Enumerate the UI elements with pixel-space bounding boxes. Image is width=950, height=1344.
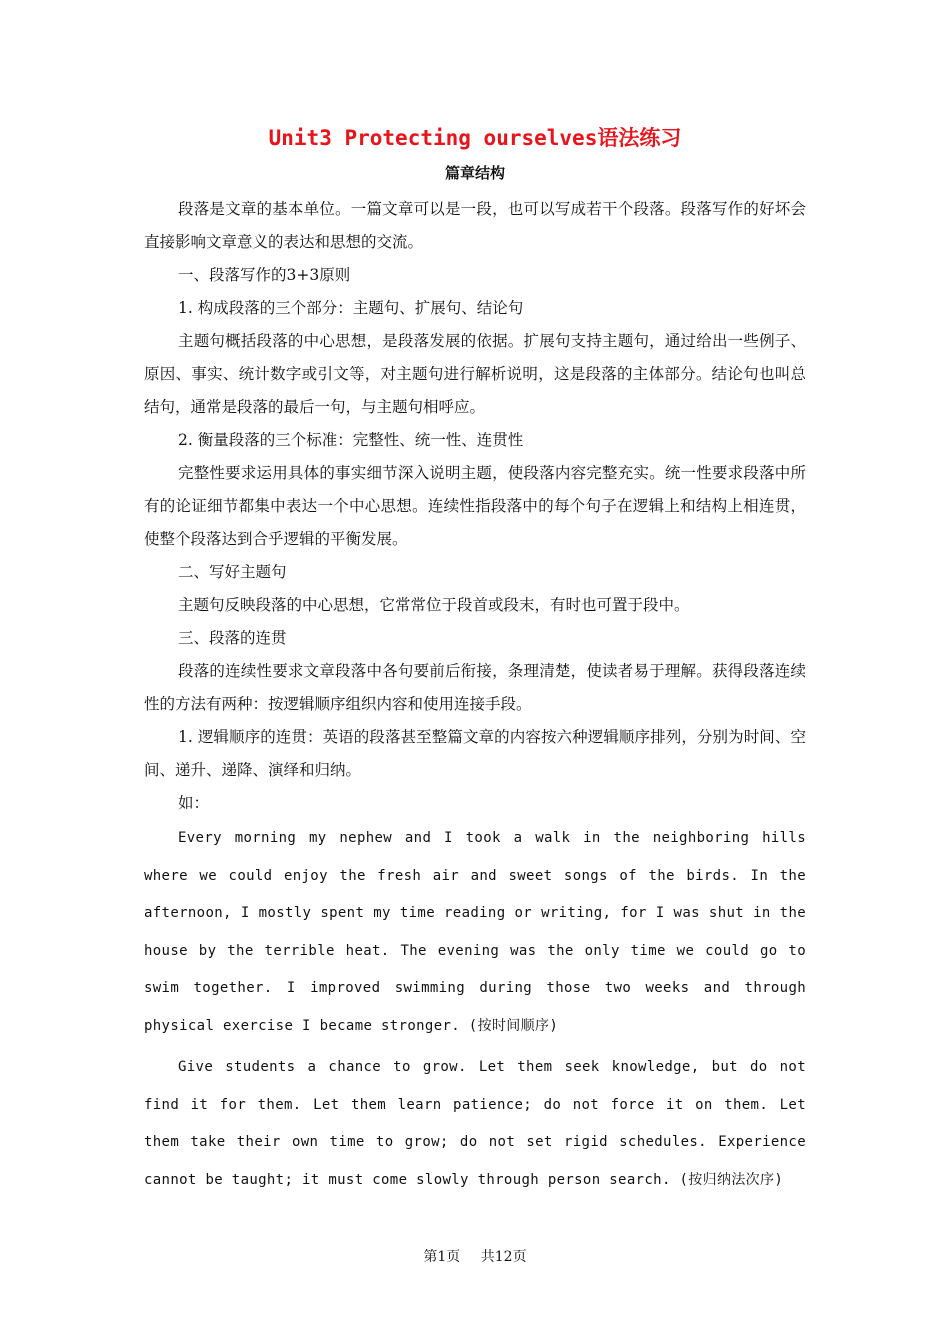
intro-paragraph: 段落是文章的基本单位。一篇文章可以是一段，也可以写成若干个段落。段落写作的好坏会直接影响文章意义的表达和思想的交流。 xyxy=(144,200,806,251)
section-1-item-2-text: 完整性要求运用具体的事实细节深入说明主题，使段落内容完整充实。统一性要求段落中所有的论证细节都集中表达一个中心思想。连续性指段落中的每个句子在逻辑上和结构上相连贯，使整个段落达到合乎逻辑的平衡发展。 xyxy=(144,464,806,548)
page-total: 共12页 xyxy=(480,1249,527,1265)
document-title: Unit3 Protecting ourselves语法练习 xyxy=(268,126,682,150)
section-1-item-2: 2. 衡量段落的三个标准：完整性、统一性、连贯性 xyxy=(178,431,524,449)
section-2-text: 主题句反映段落的中心思想，它常常位于段首或段末，有时也可置于段中。 xyxy=(178,596,690,614)
page-footer xyxy=(0,1246,950,1266)
example-paragraph-2: Give students a chance to grow. Let them seek knowledge, but do not find it for them. Let them learn patience; do not force it on them. Let them take their own time to grow; do not set rigid schedules. Experience cannot be taught; it must come slowly through person search. (按归纳法次序) xyxy=(144,1059,806,1188)
section-heading-2: 二、写好主题句 xyxy=(178,563,287,581)
document-body xyxy=(144,193,806,1199)
section-3-item-1: 1. 逻辑顺序的连贯：英语的段落甚至整篇文章的内容按六种逻辑顺序排列，分别为时间、空间、递升、递降、演绎和归纳。 xyxy=(144,728,806,779)
section-1-item-1-text: 主题句概括段落的中心思想，是段落发展的依据。扩展句支持主题句，通过给出一些例子、原因、事实、统计数字或引文等，对主题句进行解析说明，这是段落的主体部分。结论句也叫总结句，通常是段落的最后一句，与主题句相呼应。 xyxy=(144,332,806,416)
section-1-item-1: 1. 构成段落的三个部分：主题句、扩展句、结论句 xyxy=(178,299,524,317)
page-number: 第1页 xyxy=(423,1249,461,1265)
section-3-text: 段落的连续性要求文章段落中各句要前后衔接，条理清楚，使读者易于理解。获得段落连续性的方法有两种：按逻辑顺序组织内容和使用连接手段。 xyxy=(144,662,806,713)
section-heading-1: 一、段落写作的3+3原则 xyxy=(178,266,351,284)
section-heading-3: 三、段落的连贯 xyxy=(178,629,287,647)
section-subtitle: 篇章结构 xyxy=(444,164,505,182)
example-paragraph-1: Every morning my nephew and I took a walk in the neighboring hills where we could enjoy the fresh air and sweet songs of the birds. In the afternoon, I mostly spent my time reading or writing, for I was shut in the house by the terrible heat. The evening was the only time we could go to swim together. I improved swimming during those two weeks and through physical exercise I became stronger. (按时间顺序) xyxy=(144,830,806,1034)
example-label: 如： xyxy=(178,794,210,812)
